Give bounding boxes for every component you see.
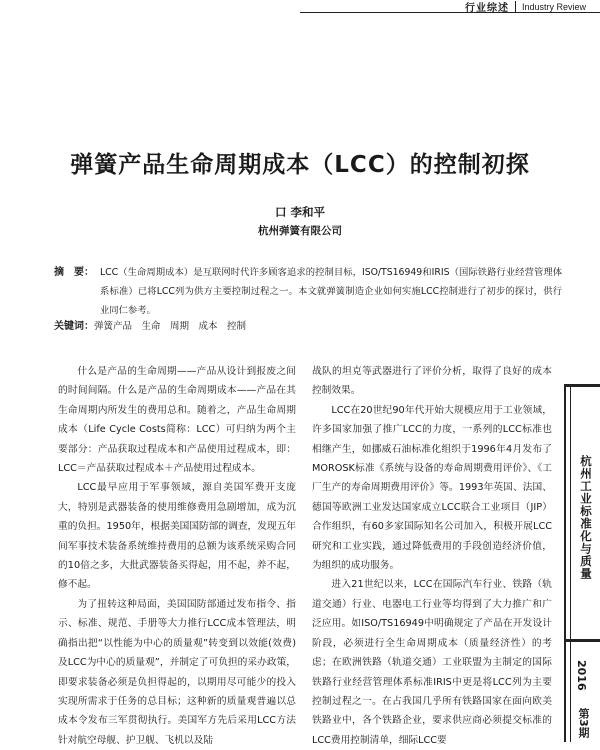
paragraph: 为了扭转这种局面，美国国防部通过发布指令、指示、标准、规范、手册等大力推行LCC成本管理法，明确指出把“以性能为中心的质量观”转变到以效能(效费)及LCC为中心的质量观”，并制定了可负担的采办政策，即要求装备必须是负担得起的，以期用尽可能少的投入实现所需求于任务的总目标；这种新的质量观普遍以总成本令发布三军贯彻执行。美国军方先后采用LCC方法针对航空母舰、护卫舰、飞机以及陆 bbox=[58, 598, 296, 746]
paragraph: 进入21世纪以来，LCC在国际汽车行业、铁路（轨道交通）行业、电器电工行业等均得到了大力推广和广泛应用。如ISO/TS16949中明确规定了产品在开发设计阶段，必须进行全生命周期成本（质量经济性）的考虑；在欧洲铁路（轨道交通）工业联盟为主制定的国际铁路行业经营管理体系标准IRIS中更是将LCC列为主要控制过程之一。在占我国几乎所有铁路国家在面向欧美铁路业中，各个铁路企业，要求供应商必须提交标准的LCC费用控制清单，细际LCC要 bbox=[312, 579, 552, 746]
issue-year: 2016 bbox=[575, 660, 588, 691]
keywords-text: 弹簧产品 生命 周期 成本 控制 bbox=[94, 321, 247, 332]
abstract-text: LCC（生命周期成本）是互联网时代许多顾客追求的控制目标，ISO/TS16949和IRIS（国际铁路行业经营管理体系标准）已将LCC列为供方主要控制过程之一。本文就弹簧制造企业如何实施LCC控制进行了初步的探讨，供行业同仁参考。 bbox=[100, 267, 562, 316]
abstract bbox=[54, 263, 562, 320]
section-label-cn: 行业综述 bbox=[464, 3, 509, 14]
issue-number: 第3期 bbox=[577, 708, 590, 738]
section-label-en: Industry Review bbox=[521, 1, 586, 12]
tab-rail bbox=[570, 642, 571, 742]
article-author: 口 李和平 bbox=[274, 205, 325, 219]
issue-side-tab bbox=[564, 639, 600, 742]
paragraph: 什么是产品的生命周期——产品从设计到报废之间的时间间隔。什么是产品的生命周期成本——产品在其生命周期内所发生的费用总和。随着之，产品生命周期成本（Life Cycle Costs简称：LCC）可归纳为两个主要部分：产品获取过程成本和产品使用过程成本，即：LCC＝产品获取过程成本＋产品使用过程成本。 bbox=[58, 366, 296, 475]
article-title: 弹簧产品生命周期成本（LCC）的控制初探 bbox=[70, 152, 530, 178]
tab-rail bbox=[570, 387, 571, 642]
journal-name-vertical: 杭州工业标准化与质量 bbox=[579, 455, 593, 580]
header bbox=[465, 0, 586, 14]
paragraph: LCC在20世纪90年代开始大规模应用于工业领域，许多国家加强了推广LCC的力度，一系列的LCC标准也相继产生，如挪威石油标准化组织于1996年4月发布了MOROSK标准《系统与设备的寿命周期费用评价》、《工厂生产的寿命周期费用评价》等。1993年英国、法国、德国等欧洲工业发达国家成立LCC联合工业项目（JIP）合作组织，有60多家国际知名公司加入，积极开展LCC研究和工业实践，通过降低费用的手段创造经济价值，为组织的成功服务。 bbox=[312, 404, 552, 572]
paragraph: LCC最早应用于军事领域，源自美国军费开支庞大，特别是武器装备的使用维修费用急剧增加，成为沉重的负担。1950年，根据美国国防部的调查，发现五年间军事技术装备系统维持费用的总额为该系统采购合同的10倍之多，大批武器装备买得起，用不起，养不起，修不起。 bbox=[58, 482, 296, 591]
keywords bbox=[54, 317, 562, 332]
keywords-label: 关键词： bbox=[54, 321, 94, 332]
journal-side-tab bbox=[564, 384, 600, 642]
body-column-right bbox=[312, 362, 552, 750]
header-separator bbox=[515, 1, 516, 12]
paragraph: 战队的坦克等武器进行了评价分析，取得了良好的成本控制效果。 bbox=[312, 366, 552, 397]
article-affiliation: 杭州弹簧有限公司 bbox=[258, 225, 342, 237]
abstract-label: 摘 要： bbox=[54, 267, 94, 278]
body-column-left bbox=[58, 362, 296, 750]
